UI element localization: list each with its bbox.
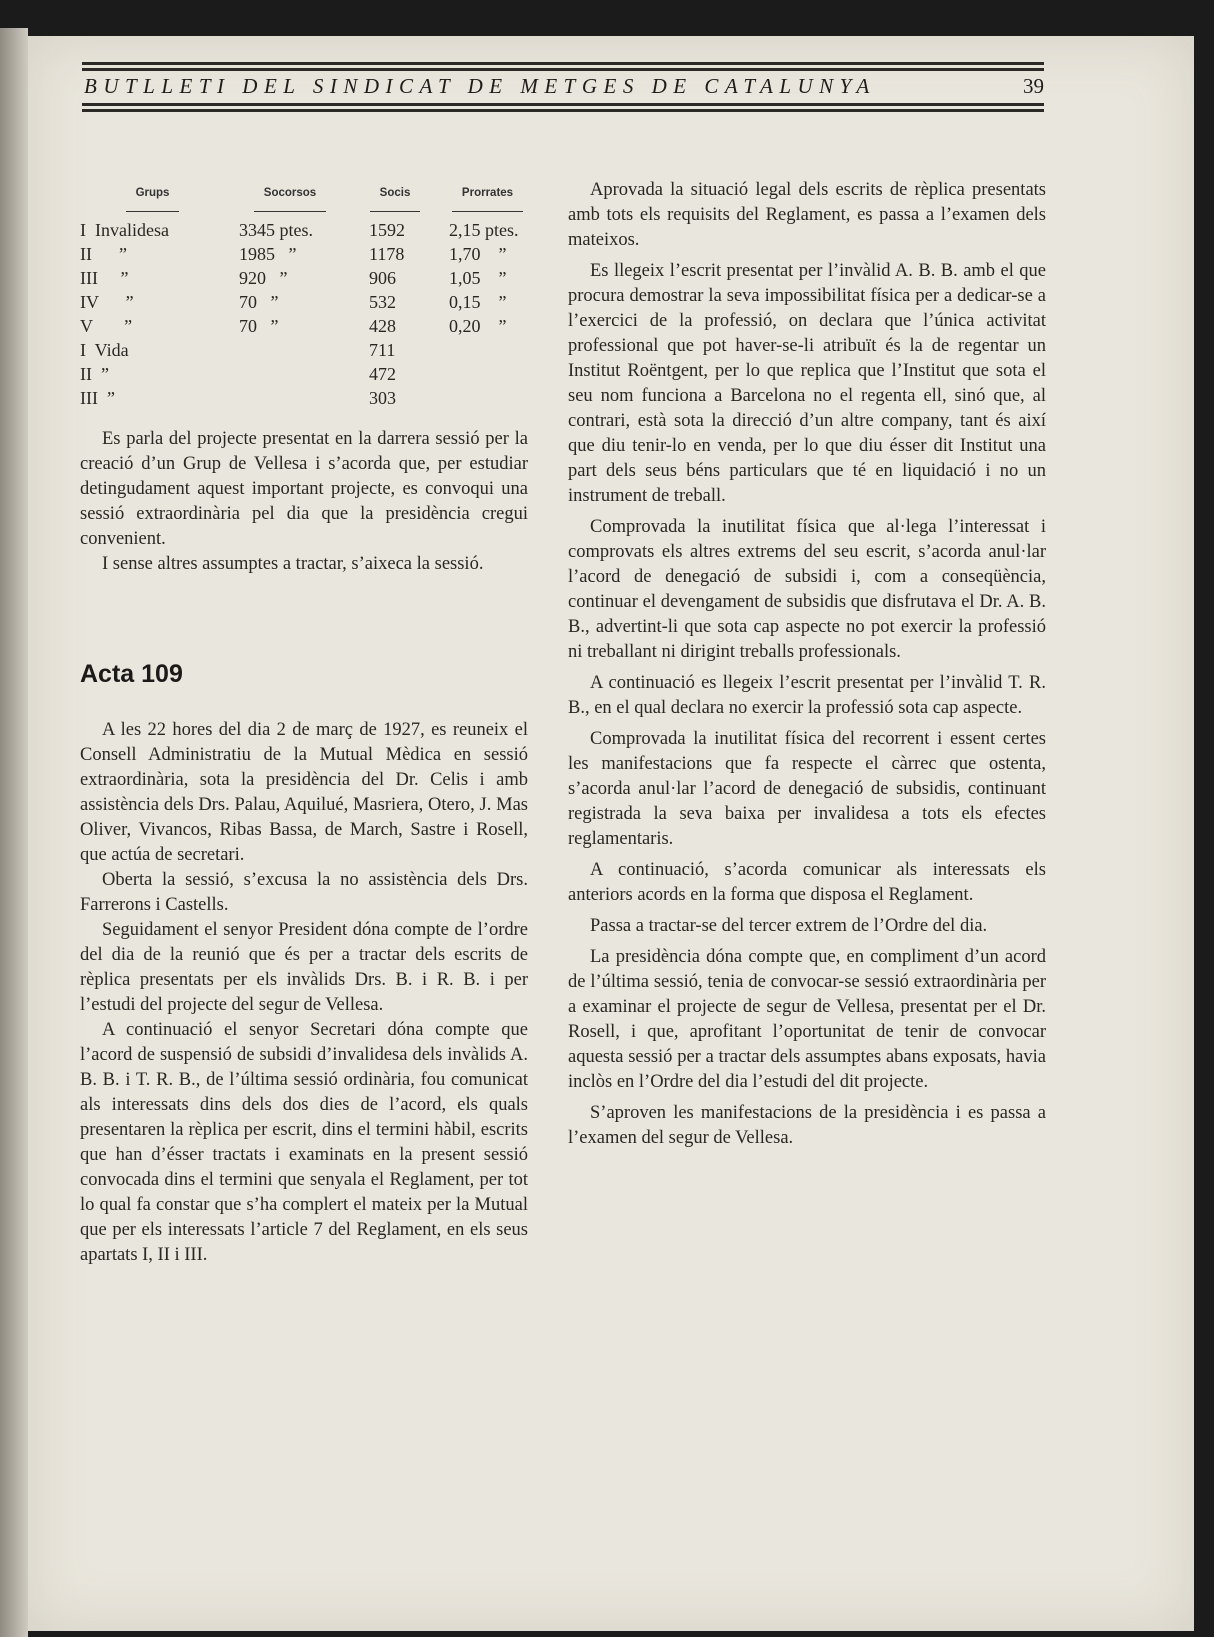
- table-cell: [225, 386, 355, 410]
- header-rule-top: [82, 62, 1044, 74]
- paragraph: La presidència dóna compte que, en compliment d’un acord de l’última sessió, tenia de convocar-se sessió extraordinària per a examinar el projecte de segur de Vellesa, presentat per el Dr. Rosell, i que, aprofitant l’oportunitat de tenir de convocar aquesta sessió per a tractar dels assumptes abans exposats, havia inclòs en l’Ordre del dia l’estudi del dit projecte.: [568, 947, 1046, 1092]
- table-cell: 472: [369, 364, 396, 384]
- header-rule-bottom: [82, 103, 1044, 115]
- paragraph: Comprovada la inutilitat física que al·lega l’interessat i comprovats els altres extrems del seu escrit, s’acorda anul·lar l’acord de denegació de subsidi i, com a conseqüència, continuar el devengament de subsidis que disfrutava el Dr. A. B. B., advertint-li que sota cap aspecte no pot exercir la professió ni treballant ni dirigint treballs professionals.: [568, 517, 1046, 662]
- paragraph: I sense altres assumptes a tractar, s’aixeca la sessió.: [102, 554, 484, 574]
- paragraph: Seguidament el senyor President dóna compte de l’ordre del dia de la reunió que és per a tractar dels escrits de rèplica presentats per els invàlids Drs. B. i R. B. i per l’estudi del projecte del segur de Vellesa.: [80, 920, 528, 1015]
- table-header-cell: Prorrates: [435, 180, 540, 218]
- table-cell: IV ”: [80, 292, 134, 312]
- table-cell: II ”: [80, 364, 109, 384]
- paragraph: Es llegeix l’escrit presentat per l’invàlid A. B. B. amb el que procura demostrar la seva impossibilitat física per a dedicar-se a l’exercici de la professió, on declara que l’única activitat professional que pot haver-se-li atribuït és la de regentar un Institut Roëntgent, per lo que replica que l’Institut que sota el seu nom funciona a Barcelona no el regenta ell, sinó que, al contrari, està sota la direcció d’un altre company, tant és així que diu tenir-lo en venda, per lo que diu ésser dit Institut una part dels seus béns particulars que té en liquidació i no un instrument de treball.: [568, 261, 1046, 506]
- table-header-row: [80, 180, 540, 218]
- table-cell: V ”: [80, 316, 133, 336]
- table-cell: [435, 338, 540, 362]
- table-cell: 906: [369, 268, 396, 288]
- page-number: 39: [1023, 74, 1044, 98]
- book-page-edge: [0, 28, 28, 1637]
- paragraph: A continuació, s’acorda comunicar als interessats els anteriors acords en la forma que disposa el Reglament.: [568, 860, 1046, 905]
- table-cell: I Invalidesa: [80, 220, 169, 240]
- left-column-bottom: [80, 718, 528, 1268]
- paragraph: A les 22 hores del dia 2 de març de 1927, es reuneix el Consell Administratiu de la Mutual Mèdica en sessió extraordinària, sota la presidència del Dr. Celis i amb assistència dels Drs. Palau, Aquilué, Masriera, Otero, J. Mas Oliver, Vivancos, Ribas Bassa, de March, Sastre i Rosell, que actúa de secretari.: [80, 720, 528, 865]
- paragraph: Passa a tractar-se del tercer extrem de l’Ordre del dia.: [590, 916, 988, 936]
- table-cell: 920 ”: [239, 268, 288, 288]
- running-head: [84, 74, 1044, 100]
- table-cell: III ”: [80, 388, 115, 408]
- table-row: [80, 290, 540, 314]
- table-cell: 2,15 ptes.: [449, 220, 519, 240]
- table-cell: 711: [369, 340, 396, 360]
- table-cell: [225, 338, 355, 362]
- table-header-cell: Socorsos: [225, 180, 355, 218]
- table-cell: [435, 362, 540, 386]
- table-row: [80, 266, 540, 290]
- right-column: [568, 178, 1046, 1157]
- paragraph: Aprovada la situació legal dels escrits de rèplica presentats amb tots els requisits del Reglament, es passa a l’examen dels mateixos.: [568, 180, 1046, 250]
- section-heading: Acta 109: [80, 660, 183, 688]
- table-row: [80, 218, 540, 242]
- table-row: [80, 242, 540, 266]
- table-cell: 70 ”: [239, 316, 279, 336]
- subsidy-table: [80, 180, 540, 410]
- table-cell: I Vida: [80, 340, 129, 360]
- table-cell: II ”: [80, 244, 127, 264]
- table-cell: 532: [369, 292, 396, 312]
- paragraph: S’aproven les manifestacions de la presidència i es passa a l’examen del segur de Vellesa.: [568, 1103, 1046, 1148]
- table-cell: 1,05 ”: [449, 268, 507, 288]
- paragraph: A continuació es llegeix l’escrit presentat per l’invàlid T. R. B., en el qual declara no exercir la professió sota cap aspecte.: [568, 673, 1046, 718]
- paragraph: Oberta la sessió, s’excusa la no assistència dels Drs. Farrerons i Castells.: [80, 870, 528, 915]
- table-cell: [225, 362, 355, 386]
- table-cell: 428: [369, 316, 396, 336]
- table-cell: III ”: [80, 268, 129, 288]
- table-cell: 303: [369, 388, 396, 408]
- table-cell: 1592: [369, 220, 405, 240]
- table-cell: 1178: [369, 244, 405, 264]
- paragraph: A continuació el senyor Secretari dóna compte que l’acord de suspensió de subsidi d’invalidesa dels invàlids A. B. B. i T. R. B., de l’última sessió ordinària, fou comunicat als interessats dins dels dos dies de l’acord, els quals presentaren la rèplica per escrit, dins el termini hàbil, escrits que han d’ésser tractats i examinats en la present sessió convocada dins el termini que senyala el Reglament, per tot lo qual fa constar que s’ha complert el mateix per la Mutual que per els interessats l’article 7 del Reglament, en els seus apartats I, II i III.: [80, 1020, 528, 1265]
- table-row: [80, 362, 540, 386]
- running-head-title: BUTLLETI DEL SINDICAT DE METGES DE CATALUNYA: [84, 74, 876, 98]
- paragraph: Comprovada la inutilitat física del recorrent i essent certes les manifestacions que fa respecte el càrrec que ostenta, s’acorda anul·lar l’acord de denegació de subsidis, continuant registrada la seva baixa per invalidesa a tots els efectes reglamentaris.: [568, 729, 1046, 849]
- table-header-cell: Grups: [80, 180, 225, 218]
- table-cell: 0,20 ”: [449, 316, 507, 336]
- table-cell: 1985 ”: [239, 244, 297, 264]
- table-row: [80, 314, 540, 338]
- table-cell: 0,15 ”: [449, 292, 507, 312]
- paragraph: Es parla del projecte presentat en la darrera sessió per la creació d’un Grup de Vellesa i s’acorda que, per estudiar detingudament aquest important projecte, es convoqui una sessió extraordinària pel dia que la presidència cregui convenient.: [80, 429, 528, 549]
- table-header-cell: Socis: [355, 180, 435, 218]
- table-cell: 70 ”: [239, 292, 279, 312]
- table-cell: 3345 ptes.: [239, 220, 313, 240]
- left-column-top: [80, 427, 528, 577]
- table-row: [80, 386, 540, 410]
- table-row: [80, 338, 540, 362]
- table-cell: 1,70 ”: [449, 244, 507, 264]
- table-cell: [435, 386, 540, 410]
